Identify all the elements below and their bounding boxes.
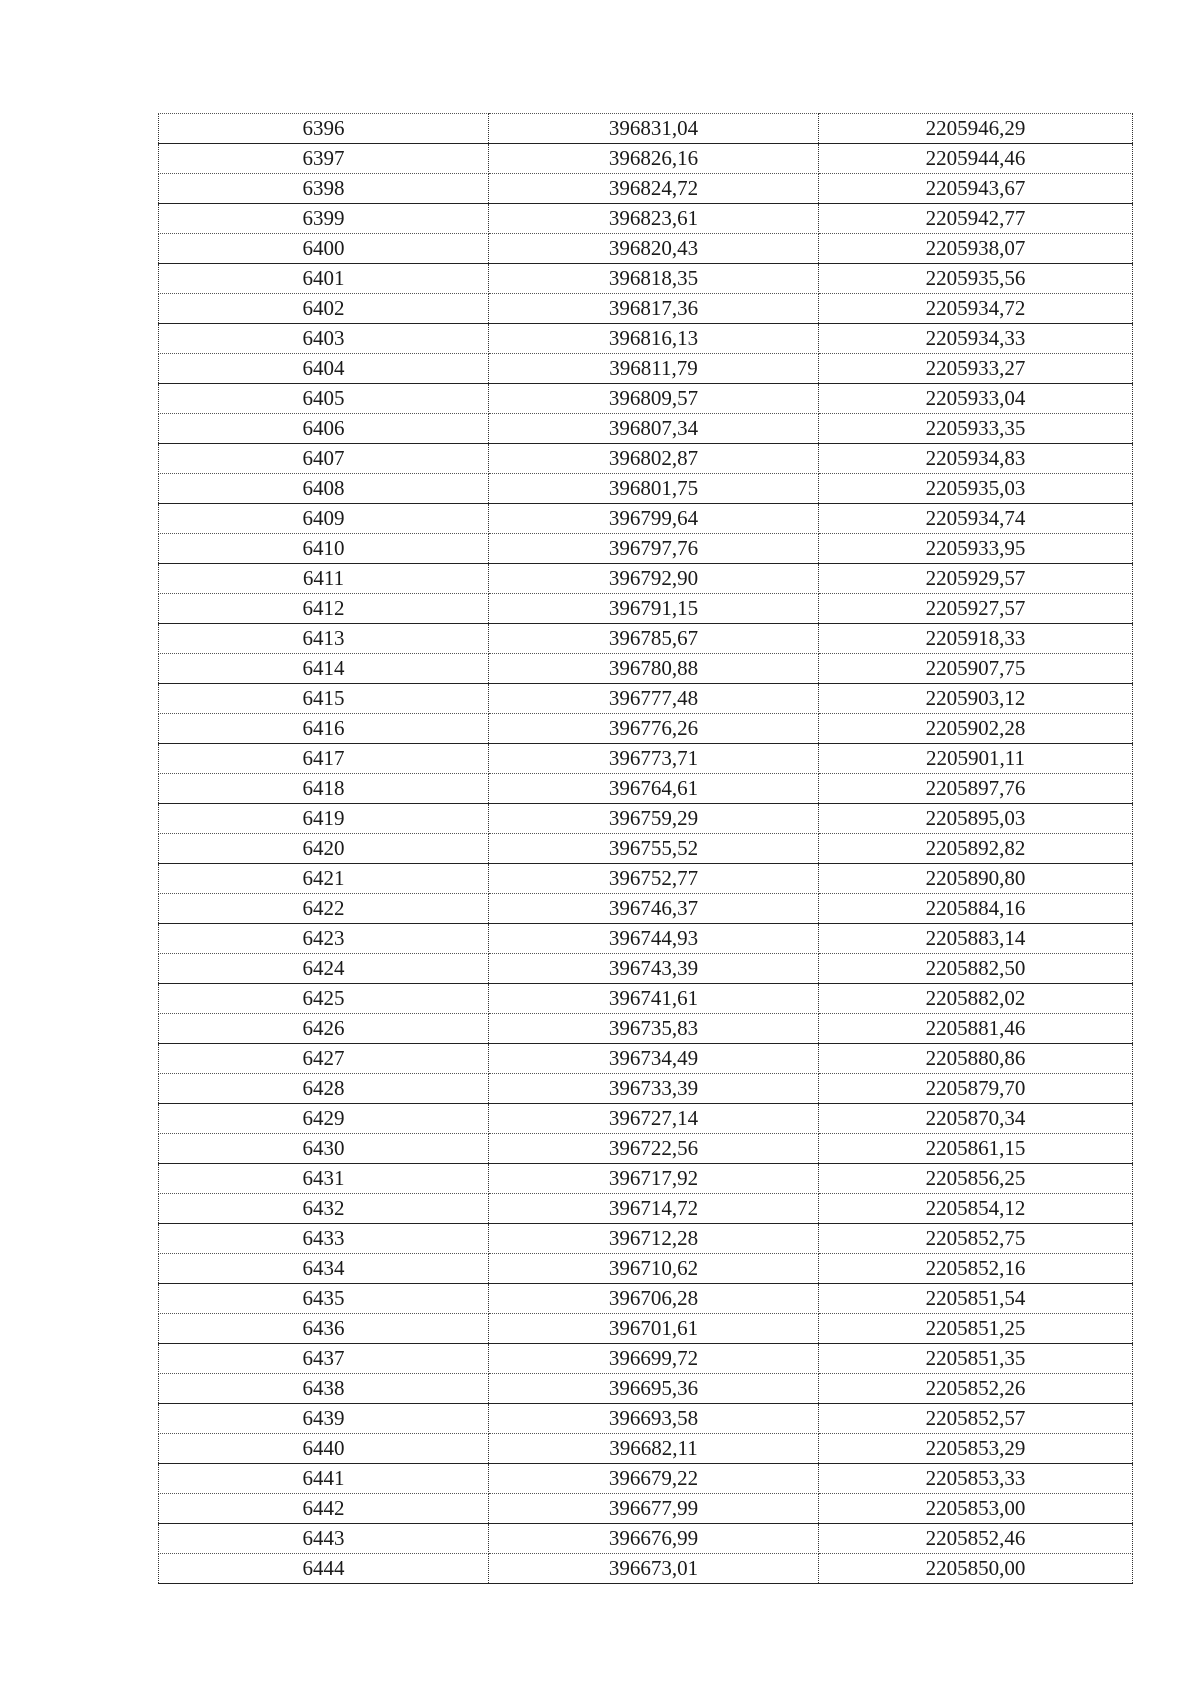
y-coordinate-cell: 2205851,54 bbox=[819, 1284, 1133, 1314]
y-coordinate-cell: 2205946,29 bbox=[819, 114, 1133, 144]
point-number-cell: 6397 bbox=[159, 144, 489, 174]
y-coordinate-cell: 2205935,03 bbox=[819, 474, 1133, 504]
table-row bbox=[159, 1014, 1133, 1044]
y-coordinate-cell: 2205933,95 bbox=[819, 534, 1133, 564]
table-row bbox=[159, 534, 1133, 564]
x-coordinate-cell: 396676,99 bbox=[489, 1524, 819, 1554]
point-number-cell: 6443 bbox=[159, 1524, 489, 1554]
x-coordinate-cell: 396727,14 bbox=[489, 1104, 819, 1134]
table-row bbox=[159, 1164, 1133, 1194]
table-row bbox=[159, 1314, 1133, 1344]
y-coordinate-cell: 2205892,82 bbox=[819, 834, 1133, 864]
point-number-cell: 6426 bbox=[159, 1014, 489, 1044]
point-number-cell: 6424 bbox=[159, 954, 489, 984]
table-row bbox=[159, 234, 1133, 264]
x-coordinate-cell: 396824,72 bbox=[489, 174, 819, 204]
x-coordinate-cell: 396752,77 bbox=[489, 864, 819, 894]
table-row bbox=[159, 984, 1133, 1014]
point-number-cell: 6435 bbox=[159, 1284, 489, 1314]
point-number-cell: 6400 bbox=[159, 234, 489, 264]
x-coordinate-cell: 396792,90 bbox=[489, 564, 819, 594]
y-coordinate-cell: 2205942,77 bbox=[819, 204, 1133, 234]
point-number-cell: 6412 bbox=[159, 594, 489, 624]
point-number-cell: 6430 bbox=[159, 1134, 489, 1164]
coordinates-table bbox=[158, 113, 1133, 1584]
x-coordinate-cell: 396818,35 bbox=[489, 264, 819, 294]
table-row bbox=[159, 504, 1133, 534]
y-coordinate-cell: 2205856,25 bbox=[819, 1164, 1133, 1194]
y-coordinate-cell: 2205851,25 bbox=[819, 1314, 1133, 1344]
point-number-cell: 6409 bbox=[159, 504, 489, 534]
table-row bbox=[159, 1374, 1133, 1404]
y-coordinate-cell: 2205853,00 bbox=[819, 1494, 1133, 1524]
x-coordinate-cell: 396780,88 bbox=[489, 654, 819, 684]
x-coordinate-cell: 396734,49 bbox=[489, 1044, 819, 1074]
table-row bbox=[159, 174, 1133, 204]
y-coordinate-cell: 2205934,74 bbox=[819, 504, 1133, 534]
x-coordinate-cell: 396823,61 bbox=[489, 204, 819, 234]
x-coordinate-cell: 396831,04 bbox=[489, 114, 819, 144]
y-coordinate-cell: 2205852,26 bbox=[819, 1374, 1133, 1404]
y-coordinate-cell: 2205853,29 bbox=[819, 1434, 1133, 1464]
y-coordinate-cell: 2205890,80 bbox=[819, 864, 1133, 894]
x-coordinate-cell: 396817,36 bbox=[489, 294, 819, 324]
x-coordinate-cell: 396693,58 bbox=[489, 1404, 819, 1434]
y-coordinate-cell: 2205852,75 bbox=[819, 1224, 1133, 1254]
table-row bbox=[159, 564, 1133, 594]
y-coordinate-cell: 2205927,57 bbox=[819, 594, 1133, 624]
point-number-cell: 6423 bbox=[159, 924, 489, 954]
y-coordinate-cell: 2205935,56 bbox=[819, 264, 1133, 294]
y-coordinate-cell: 2205933,04 bbox=[819, 384, 1133, 414]
table-row bbox=[159, 414, 1133, 444]
table-row bbox=[159, 474, 1133, 504]
x-coordinate-cell: 396776,26 bbox=[489, 714, 819, 744]
table-row bbox=[159, 684, 1133, 714]
point-number-cell: 6438 bbox=[159, 1374, 489, 1404]
table-row bbox=[159, 1434, 1133, 1464]
table-row bbox=[159, 1554, 1133, 1584]
table-row bbox=[159, 834, 1133, 864]
table-row bbox=[159, 744, 1133, 774]
point-number-cell: 6428 bbox=[159, 1074, 489, 1104]
y-coordinate-cell: 2205934,83 bbox=[819, 444, 1133, 474]
y-coordinate-cell: 2205851,35 bbox=[819, 1344, 1133, 1374]
y-coordinate-cell: 2205902,28 bbox=[819, 714, 1133, 744]
x-coordinate-cell: 396801,75 bbox=[489, 474, 819, 504]
y-coordinate-cell: 2205852,16 bbox=[819, 1254, 1133, 1284]
table-row bbox=[159, 1494, 1133, 1524]
point-number-cell: 6413 bbox=[159, 624, 489, 654]
table-row bbox=[159, 144, 1133, 174]
y-coordinate-cell: 2205861,15 bbox=[819, 1134, 1133, 1164]
y-coordinate-cell: 2205854,12 bbox=[819, 1194, 1133, 1224]
point-number-cell: 6442 bbox=[159, 1494, 489, 1524]
point-number-cell: 6396 bbox=[159, 114, 489, 144]
x-coordinate-cell: 396735,83 bbox=[489, 1014, 819, 1044]
table-row bbox=[159, 714, 1133, 744]
x-coordinate-cell: 396816,13 bbox=[489, 324, 819, 354]
x-coordinate-cell: 396706,28 bbox=[489, 1284, 819, 1314]
table-row bbox=[159, 1464, 1133, 1494]
point-number-cell: 6404 bbox=[159, 354, 489, 384]
x-coordinate-cell: 396744,93 bbox=[489, 924, 819, 954]
y-coordinate-cell: 2205934,33 bbox=[819, 324, 1133, 354]
x-coordinate-cell: 396809,57 bbox=[489, 384, 819, 414]
point-number-cell: 6406 bbox=[159, 414, 489, 444]
point-number-cell: 6408 bbox=[159, 474, 489, 504]
table-row bbox=[159, 624, 1133, 654]
coordinates-table-body bbox=[159, 114, 1133, 1584]
point-number-cell: 6402 bbox=[159, 294, 489, 324]
x-coordinate-cell: 396699,72 bbox=[489, 1344, 819, 1374]
table-row bbox=[159, 924, 1133, 954]
y-coordinate-cell: 2205882,50 bbox=[819, 954, 1133, 984]
y-coordinate-cell: 2205870,34 bbox=[819, 1104, 1133, 1134]
point-number-cell: 6418 bbox=[159, 774, 489, 804]
table-row bbox=[159, 654, 1133, 684]
table-row bbox=[159, 384, 1133, 414]
x-coordinate-cell: 396710,62 bbox=[489, 1254, 819, 1284]
table-row bbox=[159, 114, 1133, 144]
table-row bbox=[159, 1194, 1133, 1224]
x-coordinate-cell: 396811,79 bbox=[489, 354, 819, 384]
x-coordinate-cell: 396764,61 bbox=[489, 774, 819, 804]
x-coordinate-cell: 396759,29 bbox=[489, 804, 819, 834]
point-number-cell: 6420 bbox=[159, 834, 489, 864]
table-row bbox=[159, 324, 1133, 354]
y-coordinate-cell: 2205880,86 bbox=[819, 1044, 1133, 1074]
x-coordinate-cell: 396679,22 bbox=[489, 1464, 819, 1494]
y-coordinate-cell: 2205852,57 bbox=[819, 1404, 1133, 1434]
table-row bbox=[159, 864, 1133, 894]
y-coordinate-cell: 2205918,33 bbox=[819, 624, 1133, 654]
point-number-cell: 6434 bbox=[159, 1254, 489, 1284]
x-coordinate-cell: 396777,48 bbox=[489, 684, 819, 714]
table-row bbox=[159, 1344, 1133, 1374]
point-number-cell: 6433 bbox=[159, 1224, 489, 1254]
y-coordinate-cell: 2205879,70 bbox=[819, 1074, 1133, 1104]
x-coordinate-cell: 396799,64 bbox=[489, 504, 819, 534]
x-coordinate-cell: 396673,01 bbox=[489, 1554, 819, 1584]
x-coordinate-cell: 396695,36 bbox=[489, 1374, 819, 1404]
point-number-cell: 6419 bbox=[159, 804, 489, 834]
x-coordinate-cell: 396802,87 bbox=[489, 444, 819, 474]
table-row bbox=[159, 1284, 1133, 1314]
table-row bbox=[159, 954, 1133, 984]
y-coordinate-cell: 2205897,76 bbox=[819, 774, 1133, 804]
table-row bbox=[159, 1104, 1133, 1134]
x-coordinate-cell: 396791,15 bbox=[489, 594, 819, 624]
x-coordinate-cell: 396755,52 bbox=[489, 834, 819, 864]
y-coordinate-cell: 2205903,12 bbox=[819, 684, 1133, 714]
x-coordinate-cell: 396733,39 bbox=[489, 1074, 819, 1104]
y-coordinate-cell: 2205933,27 bbox=[819, 354, 1133, 384]
point-number-cell: 6416 bbox=[159, 714, 489, 744]
point-number-cell: 6415 bbox=[159, 684, 489, 714]
x-coordinate-cell: 396701,61 bbox=[489, 1314, 819, 1344]
point-number-cell: 6431 bbox=[159, 1164, 489, 1194]
x-coordinate-cell: 396677,99 bbox=[489, 1494, 819, 1524]
point-number-cell: 6425 bbox=[159, 984, 489, 1014]
point-number-cell: 6444 bbox=[159, 1554, 489, 1584]
table-row bbox=[159, 204, 1133, 234]
point-number-cell: 6417 bbox=[159, 744, 489, 774]
point-number-cell: 6432 bbox=[159, 1194, 489, 1224]
table-row bbox=[159, 354, 1133, 384]
table-row bbox=[159, 1044, 1133, 1074]
point-number-cell: 6427 bbox=[159, 1044, 489, 1074]
table-row bbox=[159, 294, 1133, 324]
table-row bbox=[159, 594, 1133, 624]
x-coordinate-cell: 396714,72 bbox=[489, 1194, 819, 1224]
x-coordinate-cell: 396820,43 bbox=[489, 234, 819, 264]
y-coordinate-cell: 2205929,57 bbox=[819, 564, 1133, 594]
y-coordinate-cell: 2205933,35 bbox=[819, 414, 1133, 444]
y-coordinate-cell: 2205852,46 bbox=[819, 1524, 1133, 1554]
y-coordinate-cell: 2205881,46 bbox=[819, 1014, 1133, 1044]
point-number-cell: 6410 bbox=[159, 534, 489, 564]
y-coordinate-cell: 2205934,72 bbox=[819, 294, 1133, 324]
point-number-cell: 6403 bbox=[159, 324, 489, 354]
table-row bbox=[159, 804, 1133, 834]
point-number-cell: 6414 bbox=[159, 654, 489, 684]
x-coordinate-cell: 396717,92 bbox=[489, 1164, 819, 1194]
y-coordinate-cell: 2205938,07 bbox=[819, 234, 1133, 264]
x-coordinate-cell: 396743,39 bbox=[489, 954, 819, 984]
table-row bbox=[159, 894, 1133, 924]
x-coordinate-cell: 396826,16 bbox=[489, 144, 819, 174]
x-coordinate-cell: 396746,37 bbox=[489, 894, 819, 924]
point-number-cell: 6436 bbox=[159, 1314, 489, 1344]
point-number-cell: 6399 bbox=[159, 204, 489, 234]
point-number-cell: 6437 bbox=[159, 1344, 489, 1374]
x-coordinate-cell: 396797,76 bbox=[489, 534, 819, 564]
table-row bbox=[159, 1254, 1133, 1284]
x-coordinate-cell: 396785,67 bbox=[489, 624, 819, 654]
point-number-cell: 6421 bbox=[159, 864, 489, 894]
x-coordinate-cell: 396807,34 bbox=[489, 414, 819, 444]
point-number-cell: 6401 bbox=[159, 264, 489, 294]
x-coordinate-cell: 396722,56 bbox=[489, 1134, 819, 1164]
point-number-cell: 6398 bbox=[159, 174, 489, 204]
table-row bbox=[159, 1134, 1133, 1164]
point-number-cell: 6405 bbox=[159, 384, 489, 414]
y-coordinate-cell: 2205853,33 bbox=[819, 1464, 1133, 1494]
point-number-cell: 6407 bbox=[159, 444, 489, 474]
x-coordinate-cell: 396712,28 bbox=[489, 1224, 819, 1254]
table-row bbox=[159, 1074, 1133, 1104]
point-number-cell: 6439 bbox=[159, 1404, 489, 1434]
point-number-cell: 6429 bbox=[159, 1104, 489, 1134]
point-number-cell: 6422 bbox=[159, 894, 489, 924]
x-coordinate-cell: 396682,11 bbox=[489, 1434, 819, 1464]
point-number-cell: 6411 bbox=[159, 564, 489, 594]
table-row bbox=[159, 1404, 1133, 1434]
y-coordinate-cell: 2205895,03 bbox=[819, 804, 1133, 834]
y-coordinate-cell: 2205907,75 bbox=[819, 654, 1133, 684]
point-number-cell: 6440 bbox=[159, 1434, 489, 1464]
x-coordinate-cell: 396773,71 bbox=[489, 744, 819, 774]
y-coordinate-cell: 2205850,00 bbox=[819, 1554, 1133, 1584]
table-row bbox=[159, 1224, 1133, 1254]
y-coordinate-cell: 2205944,46 bbox=[819, 144, 1133, 174]
y-coordinate-cell: 2205883,14 bbox=[819, 924, 1133, 954]
x-coordinate-cell: 396741,61 bbox=[489, 984, 819, 1014]
table-row bbox=[159, 774, 1133, 804]
y-coordinate-cell: 2205882,02 bbox=[819, 984, 1133, 1014]
table-row bbox=[159, 444, 1133, 474]
y-coordinate-cell: 2205901,11 bbox=[819, 744, 1133, 774]
y-coordinate-cell: 2205943,67 bbox=[819, 174, 1133, 204]
table-row bbox=[159, 1524, 1133, 1554]
y-coordinate-cell: 2205884,16 bbox=[819, 894, 1133, 924]
point-number-cell: 6441 bbox=[159, 1464, 489, 1494]
table-row bbox=[159, 264, 1133, 294]
